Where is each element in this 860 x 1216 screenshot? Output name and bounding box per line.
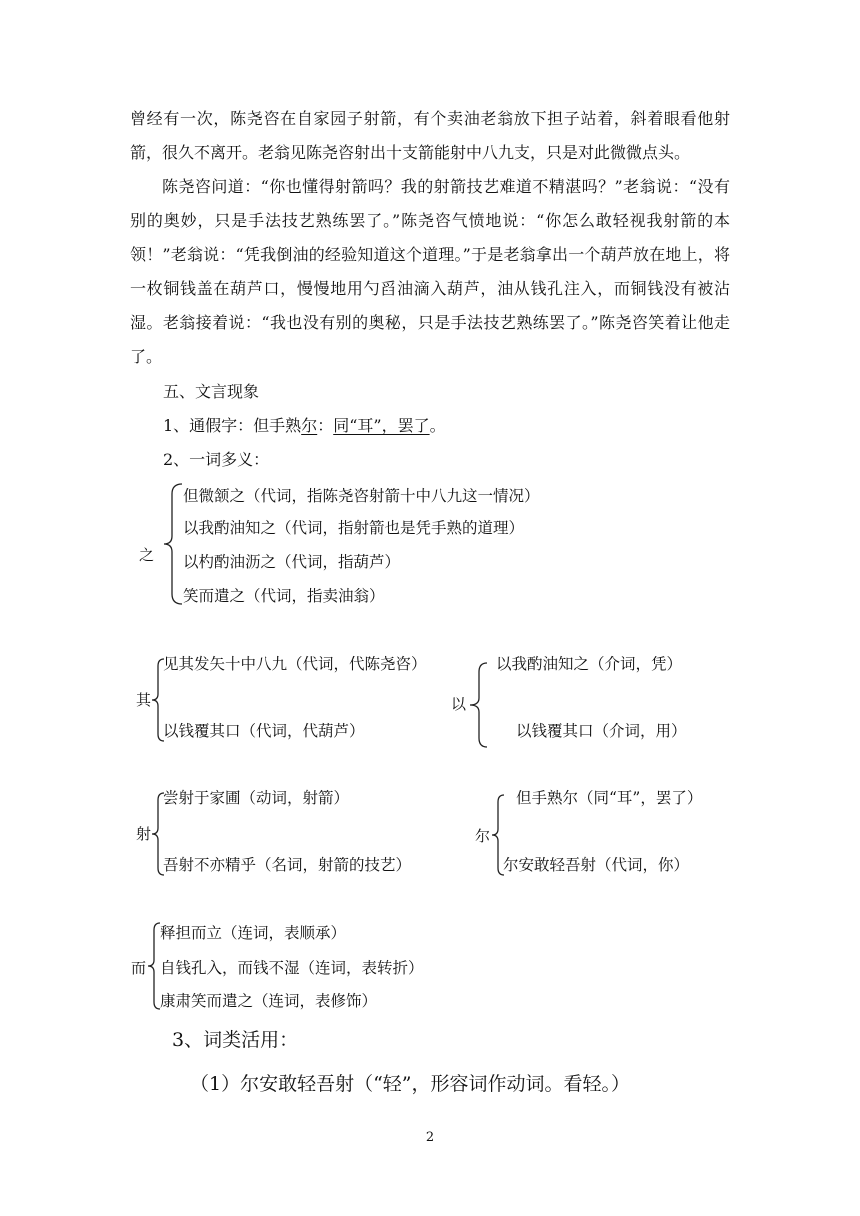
group-she-entry-2: 吾射不亦精乎（名词，射箭的技艺） <box>163 856 412 874</box>
group-zhi-entry-4: 笑而遣之（代词，指卖油翁） <box>183 587 385 605</box>
group-zhi-brace <box>162 480 184 608</box>
item-1-end: 。 <box>429 416 446 435</box>
group-er2-entry-2: 自钱孔入，而钱不湿（连词，表转折） <box>160 959 424 977</box>
group-yi-entry-2: 以钱覆其口（介词，用） <box>516 722 687 740</box>
group-er2-entry-1: 释担而立（连词，表顺承） <box>160 924 347 942</box>
item-1-label: 1、通假字：但手熟 <box>163 416 302 435</box>
item-1-note: 同“耳”，罢了 <box>333 416 430 435</box>
group-yi-brace <box>467 660 489 750</box>
group-qi-char: 其 <box>136 691 152 709</box>
page-number: 2 <box>425 1130 435 1145</box>
item-1-colon: ： <box>317 416 334 435</box>
item-1-char: 尔 <box>301 416 318 435</box>
group-zhi-char: 之 <box>139 546 155 564</box>
item-3-title: 3、词类活用： <box>172 1029 299 1051</box>
item-2-title: 2、一词多义： <box>163 450 270 469</box>
group-yi-char: 以 <box>451 695 467 713</box>
group-zhi-entry-1: 但微颔之（代词，指陈尧咨射箭十中八九这一情况） <box>183 487 540 505</box>
section-5-title: 五、文言现象 <box>163 382 260 401</box>
group-qi-entry-2: 以钱覆其口（代词，代葫芦） <box>163 722 365 740</box>
group-er-char: 尔 <box>475 827 491 845</box>
group-she-char: 射 <box>136 825 152 843</box>
item-1-tongjiazi <box>163 416 446 436</box>
group-qi-entry-1: 见其发矢十中八九（代词，代陈尧咨） <box>163 655 427 673</box>
group-er-entry-2: 尔安敢轻吾射（代词，你） <box>503 856 690 874</box>
group-zhi-entry-2: 以我酌油知之（代词，指射箭也是凭手熟的道理） <box>183 519 525 537</box>
group-yi-entry-1: 以我酌油知之（介词，凭） <box>496 655 683 673</box>
paragraph-2: 陈尧咨问道：“你也懂得射箭吗？我的射箭技艺难道不精湛吗？”老翁说：“没有别的奥妙，只是手法技艺熟练罢了。”陈尧咨气愤地说：“你怎么敢轻视我射箭的本领！”老翁说：“凭我倒油的经验知道这个道理。”于是老翁拿出一个葫芦放在地上，将一枚铜钱盖在葫芦口，慢慢地用勺舀油滴入葫芦，油从钱孔注入，而铜钱没有被沾湿。老翁接着说：“我也没有别的奥秘，只是手法技艺熟练罢了。”陈尧咨笑着让他走了。 <box>130 177 730 366</box>
paragraph-1: 曾经有一次，陈尧咨在自家园子射箭，有个卖油老翁放下担子站着，斜着眼看他射箭，很久不离开。老翁见陈尧咨射出十支箭能射中八九支，只是对此微微点头。 <box>130 109 730 162</box>
item-3-entry-1: （1）尔安敢轻吾射（“轻”，形容词作动词。看轻。） <box>190 1073 631 1095</box>
group-zhi-entry-3: 以杓酌油沥之（代词，指葫芦） <box>183 553 401 571</box>
group-er2-entry-3: 康肃笑而遣之（连词，表修饰） <box>160 992 378 1010</box>
group-er2-char: 而 <box>131 959 147 977</box>
group-er-entry-1: 但手熟尔（同“耳”，罢了） <box>516 789 703 807</box>
group-she-entry-1: 尝射于家圃（动词，射箭） <box>163 789 350 807</box>
